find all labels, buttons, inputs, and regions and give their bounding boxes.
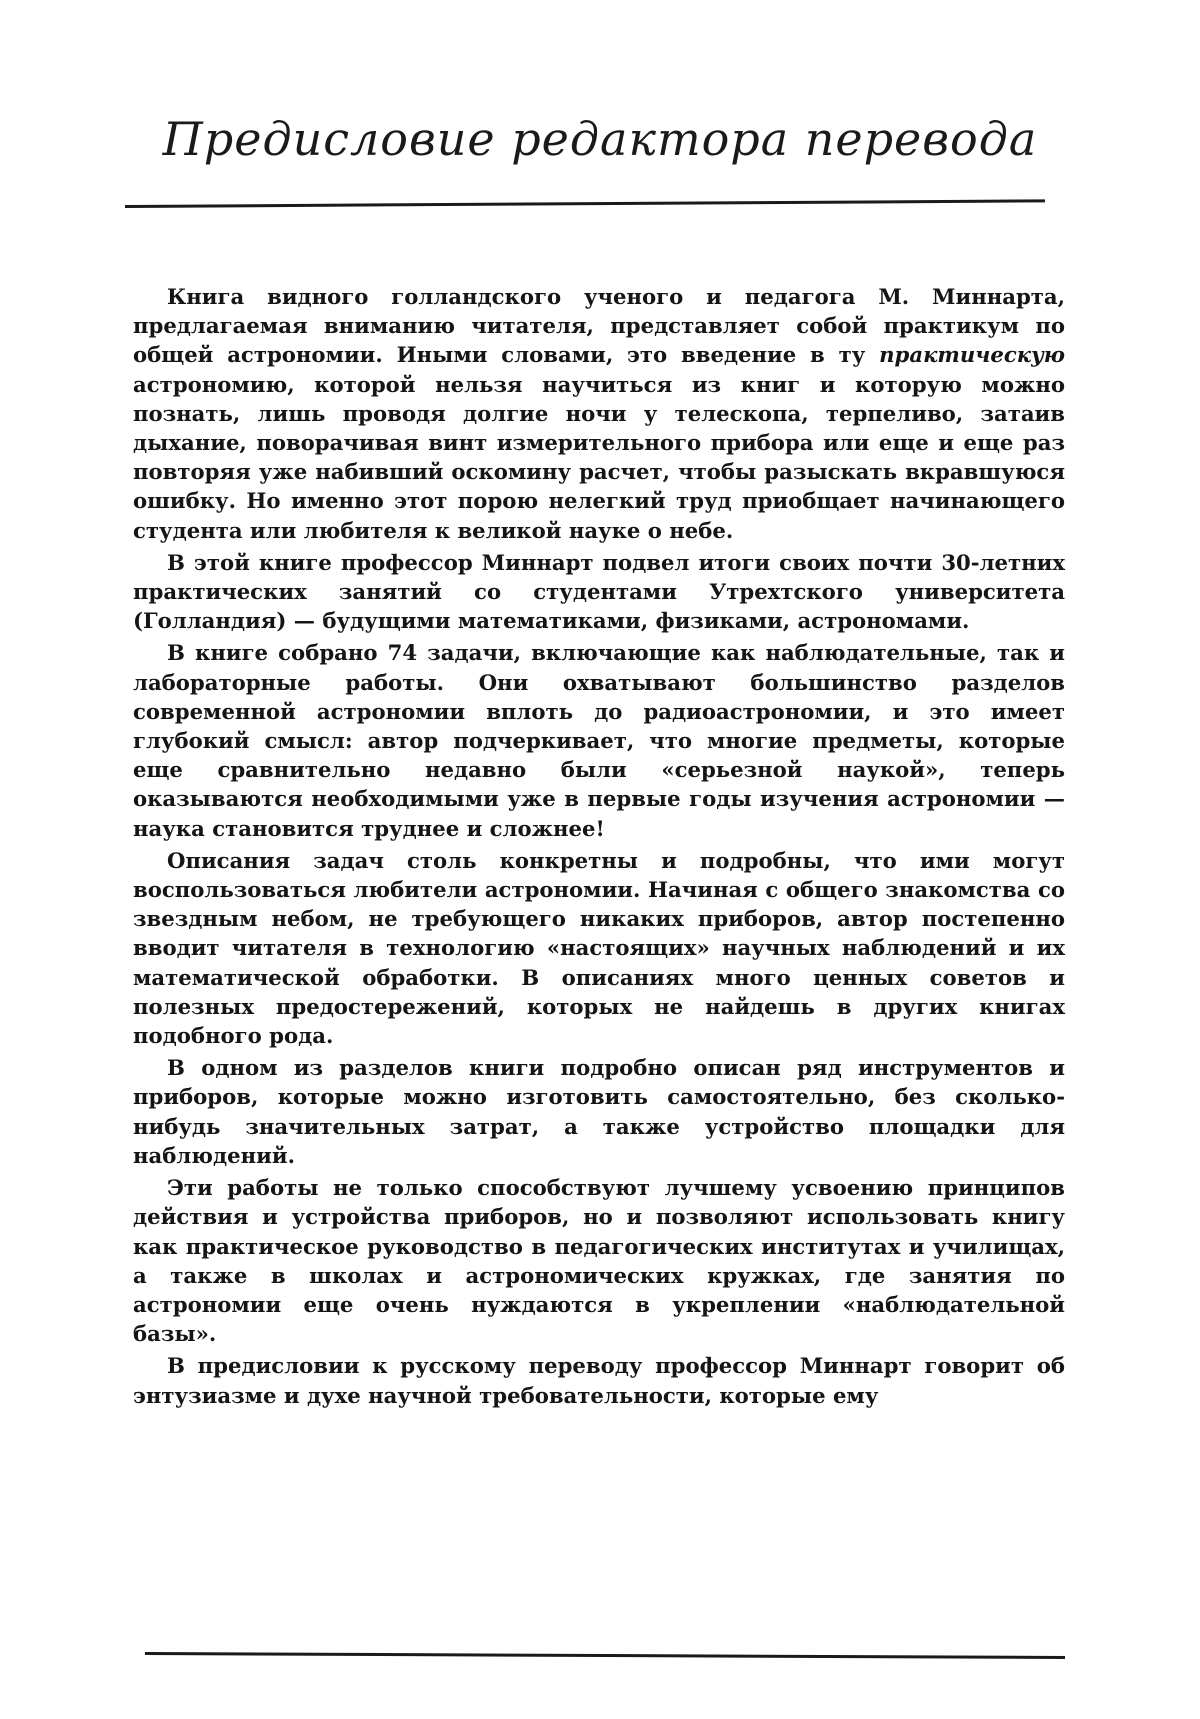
paragraph-2: В этой книге профессор Миннарт подвел итоги своих почти 30-летних практических занятий со студентами Утрехтского университета (Голландия) — будущими математиками, физиками, астрономами.: [133, 549, 1065, 634]
paragraph-1-rest: астрономию, которой нельзя научиться из книг и которую можно познать, лишь проводя долгие ночи у телескопа, терпеливо, затаив дыхание, поворачивая винт измерительного прибора или еще и еще раз повторяя уже набивший оскомину расчет, чтобы разыскать вкравшуюся ошибку. Но именно этот порою нелегкий труд приобщает начинающего студента или любителя к великой науке о небе.: [133, 371, 1065, 543]
paragraph-1: [133, 282, 1065, 545]
footer-divider: [145, 1652, 1065, 1659]
body-text: [133, 282, 1065, 1410]
paragraph-1-emphasis: практическую: [879, 342, 1065, 368]
paragraph-7: В предисловии к русскому переводу профессор Миннарт говорит об энтузиазме и духе научной требовательности, которые ему: [133, 1353, 1065, 1408]
paragraph-6: Эти работы не только способствуют лучшему усвоению принципов действия и устройства приборов, но и позволяют использовать книгу как практическое руководство в педагогических институтах и училищах, а также в школах и астрономических кружках, где занятия по астрономии еще очень нуждаются в укреплении «наблюдательной базы».: [133, 1175, 1065, 1347]
paragraph-5: В одном из разделов книги подробно описан ряд инструментов и приборов, которые можно изготовить самостоятельно, без сколько-нибудь значительных затрат, а также устройство площадки для наблюдений.: [133, 1055, 1065, 1168]
title-divider: [125, 199, 1045, 208]
page-title: Предисловие редактора перевода: [162, 112, 1038, 166]
paragraph-1-lead: Книга видного голландского ученого и педагога М. Миннарта, предлагаемая вниманию читателя, представляет собой практикум по общей астрономии. Иными словами, это введение в ту: [133, 284, 1065, 368]
paragraph-3: В книге собрано 74 задачи, включающие как наблюдательные, так и лабораторные работы. Они охватывают большинство разделов современной астрономии вплоть до радиоастрономии, и это имеет глубокий смысл: автор подчеркивает, что многие предметы, которые еще сравнительно недавно были «серьезной наукой», теперь оказываются необходимыми уже в первые годы изучения астрономии — наука становится труднее и сложнее!: [133, 640, 1065, 841]
paragraph-4: Описания задач столь конкретны и подробны, что ими могут воспользоваться любители астрономии. Начиная с общего знакомства со звездным небом, не требующего никаких приборов, автор постепенно вводит читателя в технологию «настоящих» научных наблюдений и их математической обработки. В описаниях много ценных советов и полезных предостережений, которых не найдешь в других книгах подобного рода.: [133, 847, 1065, 1049]
